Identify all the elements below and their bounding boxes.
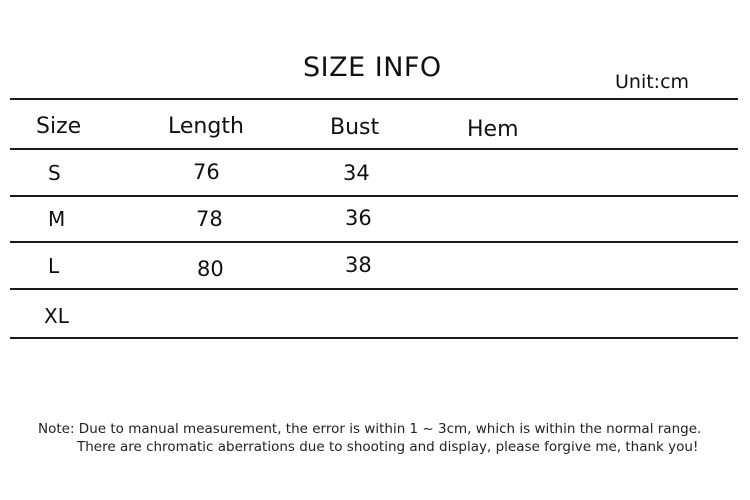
header-hem: Hem [467,117,519,142]
header-length: Length [168,114,244,139]
header-bust: Bust [330,115,380,140]
row-bust-cell: 38 [345,253,372,277]
table-bottom-rule [10,337,738,339]
row-length-cell: 76 [193,160,220,184]
row-size-cell: L [48,254,60,278]
row-length-cell: 80 [197,257,224,281]
table-row-rule [10,241,738,243]
row-bust-cell: 34 [343,161,370,185]
row-bust-cell: 36 [345,206,372,230]
row-size-cell: S [48,161,61,185]
note-line-2: There are chromatic aberrations due to shooting and display, please forgive me, thank you! [77,439,699,455]
table-header-rule [10,148,738,150]
table-row-rule [10,288,738,290]
note-line-1: Note: Due to manual measurement, the error is within 1 ~ 3cm, which is within the normal range. [38,421,702,437]
unit-label: Unit:cm [615,71,690,93]
table-row-rule [10,195,738,197]
row-length-cell: 78 [196,207,223,231]
row-size-cell: M [48,207,66,231]
row-size-cell: XL [44,304,69,328]
header-size: Size [36,114,82,139]
size-info-title: SIZE INFO [303,52,442,83]
table-top-rule [10,98,738,100]
